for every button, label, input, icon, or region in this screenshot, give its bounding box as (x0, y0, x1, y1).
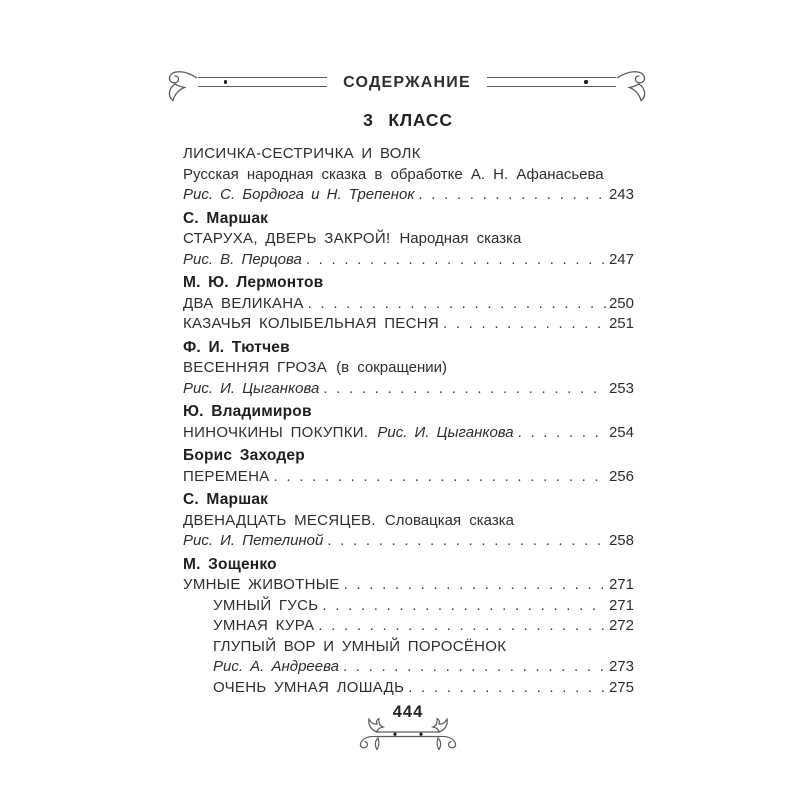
dot-leader (322, 596, 606, 617)
dot-leader (343, 657, 606, 678)
entry-text: Рис. И. Цыганкова (183, 379, 320, 397)
toc-row (183, 314, 634, 335)
entry-page-number: 250 (608, 294, 634, 312)
entry-page-number: 256 (608, 467, 634, 485)
dot-leader (418, 185, 606, 206)
toc-group (183, 402, 634, 443)
toc-list (183, 144, 634, 698)
entry-text: ВЕСЕННЯЯ ГРОЗА (183, 359, 328, 376)
author-name: С. Маршак (183, 209, 269, 227)
contents-header (166, 66, 648, 104)
page-footer (183, 703, 633, 752)
entry-page-number: 243 (608, 186, 634, 203)
entry-page-number: 275 (608, 678, 634, 696)
toc-row (183, 185, 634, 206)
entry-page-number: 258 (608, 532, 634, 549)
header-rule-right (487, 77, 616, 87)
dot-leader (306, 250, 606, 271)
toc-row (183, 144, 634, 165)
author-name: Ю. Владимиров (183, 403, 312, 420)
dot-leader (318, 616, 606, 637)
toc-row (183, 575, 634, 596)
header-rule-left (198, 77, 327, 87)
author-name: С. Маршак (183, 491, 269, 508)
dot-leader (323, 379, 606, 400)
entry-text: ГЛУПЫЙ ВОР И УМНЫЙ ПОРОСЁНОК (213, 637, 507, 655)
scroll-flourish-right-icon (616, 66, 648, 104)
entry-page-number: 271 (608, 576, 634, 593)
toc-row (183, 657, 634, 678)
dot-leader (443, 314, 606, 335)
entry-page-number: 271 (608, 596, 634, 614)
entry-text: КАЗАЧЬЯ КОЛЫБЕЛЬНАЯ ПЕСНЯ (183, 315, 439, 332)
page-number: 444 (392, 703, 424, 721)
toc-row (183, 294, 634, 315)
toc-row (183, 511, 634, 532)
footer-flourish-icon (343, 718, 473, 752)
entry-text: Русская народная сказка в обработке А. Н. Афанасьева (183, 165, 604, 183)
toc-row (183, 358, 634, 379)
toc-row (183, 229, 634, 250)
entry-text: ПЕРЕМЕНА (183, 467, 270, 485)
entry-text: Рис. В. Перцова (183, 250, 302, 268)
toc-row (183, 250, 634, 271)
entry-text: СТАРУХА, ДВЕРЬ ЗАКРОЙ! (183, 230, 391, 247)
toc-row (183, 379, 634, 400)
entry-page-number: 251 (608, 315, 634, 332)
entry-page-number: 273 (608, 658, 634, 675)
toc-group (183, 446, 634, 487)
entry-text: НИНОЧКИНЫ ПОКУПКИ. (183, 423, 369, 441)
toc-row (183, 637, 634, 658)
toc-group (183, 490, 634, 552)
toc-group (183, 338, 634, 400)
dot-leader (344, 575, 606, 596)
toc-row (183, 423, 634, 444)
entry-text: Рис. А. Андреева (213, 658, 339, 675)
entry-text: УМНАЯ КУРА (213, 617, 315, 634)
entry-text: Словацкая сказка (384, 511, 514, 529)
author-name: М. Зощенко (183, 555, 277, 573)
entry-text: (в сокращении) (336, 359, 448, 376)
toc-group (183, 209, 634, 271)
toc-row (183, 467, 634, 488)
section-title: 3 КЛАСС (363, 110, 453, 130)
toc-row (183, 678, 634, 699)
scroll-flourish-left-icon (166, 66, 198, 104)
entry-text: ДВА ВЕЛИКАНА (183, 294, 304, 312)
entry-page-number: 247 (608, 250, 634, 268)
entry-text: ЛИСИЧКА-СЕСТРИЧКА И ВОЛК (183, 145, 421, 162)
toc-row (183, 531, 634, 552)
toc-group (183, 555, 634, 699)
dot-leader (518, 423, 606, 444)
entry-text: ДВЕНАДЦАТЬ МЕСЯЦЕВ. (183, 511, 376, 529)
contents-title: СОДЕРЖАНИЕ (343, 74, 471, 91)
author-name: М. Ю. Лермонтов (183, 274, 324, 291)
entry-page-number: 253 (608, 379, 634, 397)
entry-text: Рис. И. Петелиной (183, 532, 324, 549)
author-name: Борис Заходер (183, 447, 305, 464)
toc-group (183, 144, 634, 206)
dot-leader (274, 467, 606, 488)
dot-leader (327, 531, 606, 552)
dot-leader (308, 294, 606, 315)
entry-text: Рис. И. Цыганкова (377, 423, 514, 441)
dot-leader (408, 678, 606, 699)
toc-row (183, 616, 634, 637)
entry-text: Народная сказка (399, 230, 522, 247)
entry-page-number: 272 (608, 617, 634, 634)
toc-group (183, 273, 634, 335)
entry-text: ОЧЕНЬ УМНАЯ ЛОШАДЬ (213, 678, 405, 696)
entry-text: УМНЫЙ ГУСЬ (213, 596, 319, 614)
entry-page-number: 254 (608, 423, 634, 441)
toc-row (183, 596, 634, 617)
entry-text: УМНЫЕ ЖИВОТНЫЕ (183, 576, 340, 593)
author-name: Ф. И. Тютчев (183, 338, 290, 356)
entry-text: Рис. С. Бордюга и Н. Трепенок (183, 186, 415, 203)
toc-row (183, 165, 634, 186)
